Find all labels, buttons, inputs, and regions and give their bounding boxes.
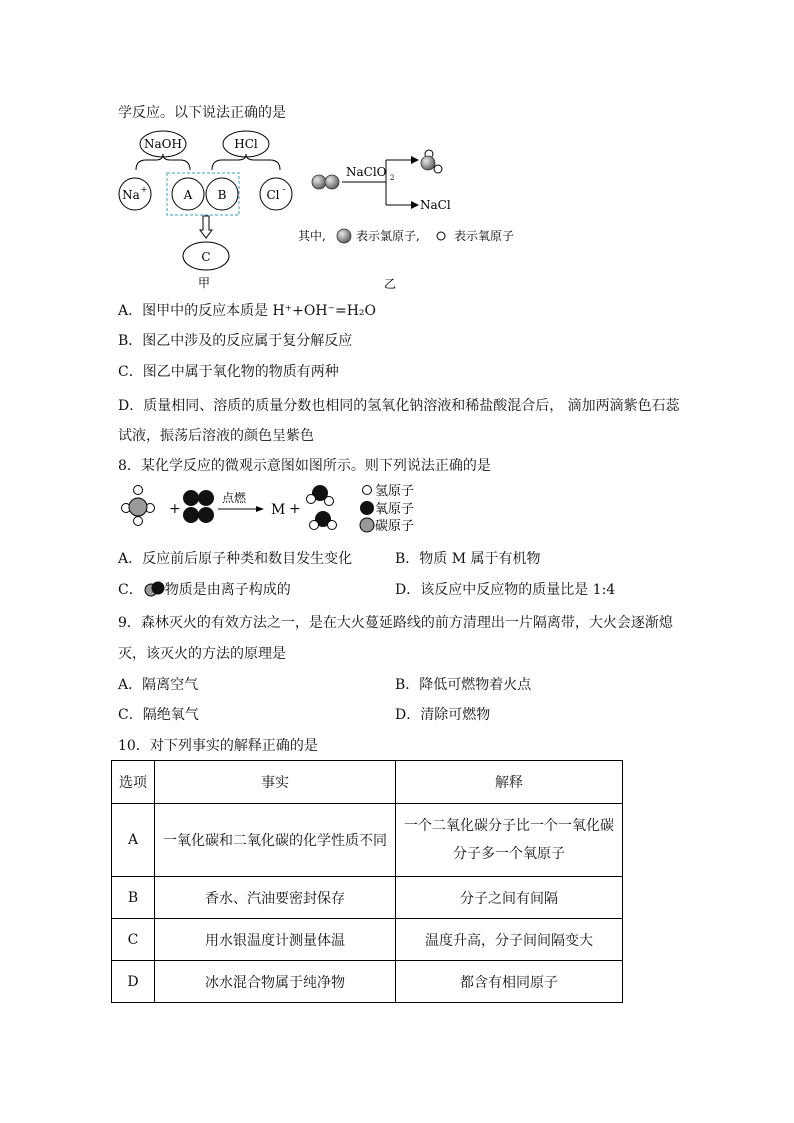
- q7-option-c: C．图乙中属于氧化物的物质有两种: [118, 364, 339, 380]
- q7-option-d-line2: 试液，振荡后溶液的颜色呈紫色: [118, 428, 314, 444]
- row-option: A: [112, 804, 155, 877]
- product-c-label: C: [201, 250, 211, 264]
- q8-option-a: A．反应前后原子种类和数目发生变化: [118, 551, 353, 567]
- header-option: 选项: [112, 761, 155, 804]
- question-9-stem-line1: 9．森林灭火的有效方法之一，是在大火蔓延路线的前方清理出一片隔离带，大火会逐渐熄: [118, 615, 673, 631]
- na-ion-label: Na: [122, 188, 140, 202]
- q8-plus-2: +: [289, 501, 301, 517]
- q7-option-d-line1: D．质量相同、溶质的质量分数也相同的氢氧化钠溶液和稀盐酸混合后， 滴加两滴紫色石蕊: [118, 398, 680, 414]
- row-fact: 用水银温度计测量体温: [155, 919, 396, 961]
- row-explanation-line1: 一个二氧化碳分子比一个一氧化碳: [404, 818, 614, 834]
- legend-chlorine: 表示氯原子,: [356, 229, 420, 243]
- row-fact: 冰水混合物属于纯净物: [155, 961, 396, 1003]
- header-fact: 事实: [155, 761, 396, 804]
- question-9-stem-line2: 灭，该灭火的方法的原理是: [118, 646, 286, 662]
- na-ion-charge: +: [140, 185, 148, 194]
- cl-ion-label: Cl: [266, 188, 280, 202]
- q10-facts-table: [111, 760, 623, 1003]
- q7-option-b: B．图乙中涉及的反应属于复分解反应: [118, 333, 353, 349]
- product-nacl-label: NaCl: [420, 198, 451, 212]
- co-molecule-icon: [143, 581, 165, 597]
- row-fact: 香水、汽油要密封保存: [155, 877, 396, 919]
- q8-option-d: D．该反应中反应物的质量比是 1:4: [395, 582, 616, 598]
- q9-option-c: C．隔绝氧气: [118, 707, 199, 723]
- row-explanation: [396, 804, 623, 877]
- row-option: C: [112, 919, 155, 961]
- q8-option-c-text: 物质是由离子构成的: [164, 582, 291, 598]
- table-row: [112, 877, 623, 919]
- figure-yi-diagram: [296, 145, 536, 305]
- q8-option-b: B．物质 M 属于有机物: [395, 551, 541, 567]
- question-8-stem: 8．某化学反应的微观示意图如图所示。则下列说法正确的是: [118, 458, 491, 474]
- question-10-stem: 10．对下列事实的解释正确的是: [118, 738, 318, 754]
- row-explanation: 温度升高，分子间间隔变大: [396, 919, 623, 961]
- q8-legend-carbon: 碳原子: [375, 519, 415, 534]
- q8-product-m: M: [271, 502, 286, 518]
- cl-ion-charge: -: [282, 185, 286, 195]
- q8-reaction-diagram: [118, 484, 428, 534]
- naoh-label: NaOH: [144, 137, 182, 151]
- q8-legend-hydrogen: 氢原子: [375, 484, 415, 499]
- header-explanation: 解释: [396, 761, 623, 804]
- q9-option-a: A．隔离空气: [118, 677, 199, 693]
- row-fact: 一氧化碳和二氧化碳的化学性质不同: [155, 804, 396, 877]
- ion-b-label: B: [217, 188, 227, 202]
- reagent-label: NaClO: [346, 165, 387, 179]
- figure-yi-caption: 乙: [383, 277, 397, 291]
- row-option: B: [112, 877, 155, 919]
- row-explanation: 分子之间有间隔: [396, 877, 623, 919]
- table-row: [112, 919, 623, 961]
- q9-option-b: B．降低可燃物着火点: [395, 677, 532, 693]
- row-option: D: [112, 961, 155, 1003]
- figure-jia-caption: 甲: [197, 276, 211, 290]
- q8-option-c-prefix: C．: [118, 582, 143, 598]
- legend-oxygen: 表示氧原子: [454, 229, 515, 243]
- q8-plus-1: +: [169, 501, 181, 517]
- legend-prefix: 其中,: [298, 229, 326, 243]
- ion-a-label: A: [183, 188, 193, 202]
- hcl-label: HCl: [234, 137, 258, 151]
- q8-condition: 点燃: [222, 491, 247, 505]
- table-header-row: [112, 761, 623, 804]
- figure-jia-diagram: [116, 130, 316, 290]
- question-7-stem-tail: 学反应。以下说法正确的是: [118, 105, 286, 121]
- q8-option-c: [118, 580, 291, 600]
- q7-option-a: A．图甲中的反应本质是 H⁺+OH⁻=H₂O: [118, 303, 376, 319]
- table-row: [112, 961, 623, 1003]
- reagent-subscript: 2: [390, 174, 395, 182]
- row-explanation: 都含有相同原子: [396, 961, 623, 1003]
- q9-option-d: D．清除可燃物: [395, 707, 491, 723]
- table-row: [112, 804, 623, 877]
- q8-legend-oxygen: 氧原子: [375, 502, 415, 517]
- row-explanation-line2: 分子多一个氧原子: [453, 846, 565, 862]
